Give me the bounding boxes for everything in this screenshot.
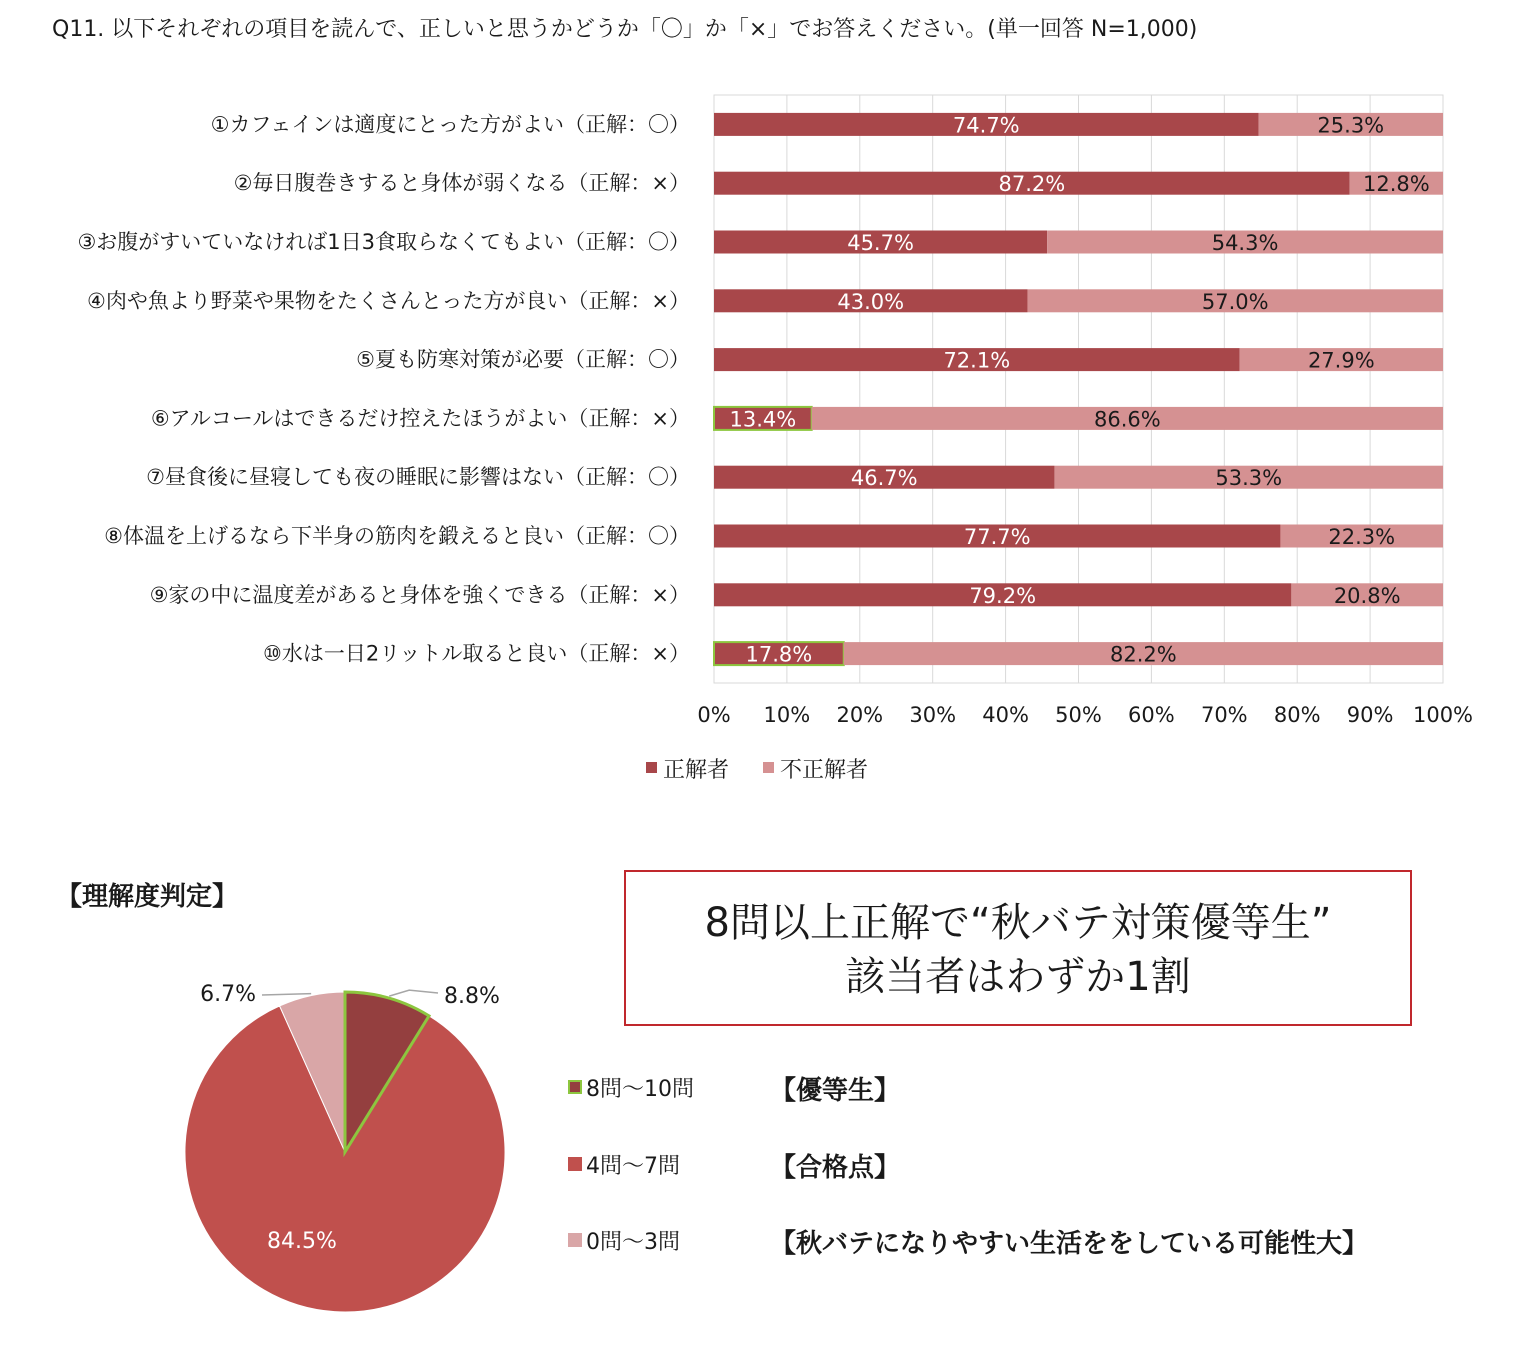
pie-legend-item-mid: [568, 1149, 680, 1179]
data-label-incorrect: 86.6%: [1093, 407, 1161, 432]
data-label-incorrect: 12.8%: [1362, 172, 1430, 197]
legend-label-correct: 正解者: [663, 758, 730, 783]
x-tick-label: 20%: [836, 703, 884, 727]
x-tick-label: 30%: [909, 703, 957, 727]
data-label-incorrect: 22.3%: [1328, 525, 1396, 549]
x-tick-label: 100%: [1412, 703, 1474, 727]
data-label-incorrect: 20.8%: [1333, 583, 1401, 608]
pie-grade-label: 【秋バテになりやすい生活ををしている可能性大】: [770, 1229, 1369, 1259]
pie-legend-label: 4問～7問: [586, 1153, 680, 1179]
callout-line2: 該当者はわずか1割: [845, 954, 1191, 1000]
x-tick-label: 90%: [1346, 703, 1394, 727]
category-label: ①カフェインは適度にとった方がよい（正解：〇）: [210, 112, 690, 137]
category-label: ⑧体温を上げるなら下半身の筋肉を鍛えると良い（正解：〇）: [104, 524, 690, 548]
pie-grade-label: 【優等生】: [770, 1076, 901, 1106]
legend-swatch-icon: [568, 1157, 582, 1171]
category-label: ⑦昼食後に昼寝しても夜の睡眠に影響はない（正解：〇）: [146, 465, 690, 490]
category-label: ⑥アルコールはできるだけ控えたほうがよい（正解：×）: [150, 406, 690, 431]
pie-data-label: 8.8%: [444, 984, 500, 1009]
category-label: ③お腹がすいていなければ1日3食取らなくてもよい（正解：〇）: [77, 230, 690, 254]
callout-line1: 8問以上正解で“秋バテ対策優等生”: [704, 900, 1332, 946]
data-label-incorrect: 53.3%: [1215, 466, 1283, 491]
x-tick-label: 0%: [697, 703, 731, 727]
legend-swatch-correct: [646, 762, 657, 773]
data-label-correct: 79.2%: [969, 583, 1037, 608]
legend-label-incorrect: 不正解者: [780, 758, 869, 783]
pie-legend-item-low: [568, 1225, 680, 1255]
pie-legend-label: 0問～3問: [586, 1229, 680, 1255]
x-tick-label: 80%: [1273, 703, 1321, 727]
data-label-correct: 72.1%: [943, 348, 1011, 373]
data-label-incorrect: 82.2%: [1110, 642, 1177, 667]
data-label-correct: 77.7%: [963, 525, 1031, 549]
pie-chart: [0, 0, 640, 1350]
data-label-incorrect: 54.3%: [1211, 231, 1279, 255]
legend-swatch-icon: [568, 1233, 582, 1247]
leader-line: [389, 990, 438, 996]
category-label: ②毎日腹巻きすると身体が弱くなる（正解：×）: [233, 171, 690, 196]
x-tick-label: 10%: [763, 703, 811, 727]
data-label-correct: 87.2%: [998, 172, 1066, 197]
category-label: ④肉や魚より野菜や果物をたくさんとった方が良い（正解：×）: [87, 288, 690, 313]
question-text: Q11. 以下それぞれの項目を読んで、正しいと思うかどうか「〇」か「×」でお答えください。(単一回答 N=1,000): [52, 17, 1198, 42]
data-label-correct: 45.7%: [847, 231, 914, 255]
callout-box: [624, 870, 1412, 1026]
x-tick-label: 70%: [1200, 703, 1248, 727]
pie-legend-label: 8問～10問: [586, 1076, 694, 1102]
data-label-incorrect: 57.0%: [1201, 289, 1269, 314]
pie-title: 【理解度判定】: [56, 882, 239, 912]
x-tick-label: 60%: [1128, 703, 1175, 727]
pie-legend-item-top: [568, 1072, 694, 1102]
x-tick-label: 40%: [982, 703, 1029, 727]
legend-swatch-icon: [568, 1080, 582, 1094]
category-label: ⑩水は一日2リットル取ると良い（正解：×）: [263, 641, 690, 666]
data-label-correct: 43.0%: [837, 289, 905, 314]
data-label-incorrect: 27.9%: [1307, 348, 1375, 373]
data-label-correct: 46.7%: [850, 466, 918, 491]
category-label: ⑨家の中に温度差があると身体を強くできる（正解：×）: [149, 582, 690, 607]
x-tick-label: 50%: [1055, 703, 1102, 727]
pie-data-label: 6.7%: [200, 982, 256, 1007]
pie-data-label: 84.5%: [267, 1229, 337, 1254]
legend-swatch-incorrect: [763, 762, 774, 773]
leader-line: [262, 994, 311, 995]
data-label-correct: 17.8%: [745, 642, 813, 667]
category-label: ⑤夏も防寒対策が必要（正解：〇）: [356, 347, 690, 372]
data-label-correct: 74.7%: [952, 113, 1020, 138]
pie-grade-label: 【合格点】: [770, 1153, 901, 1183]
data-label-incorrect: 25.3%: [1317, 113, 1385, 138]
data-label-correct: 13.4%: [729, 407, 797, 432]
